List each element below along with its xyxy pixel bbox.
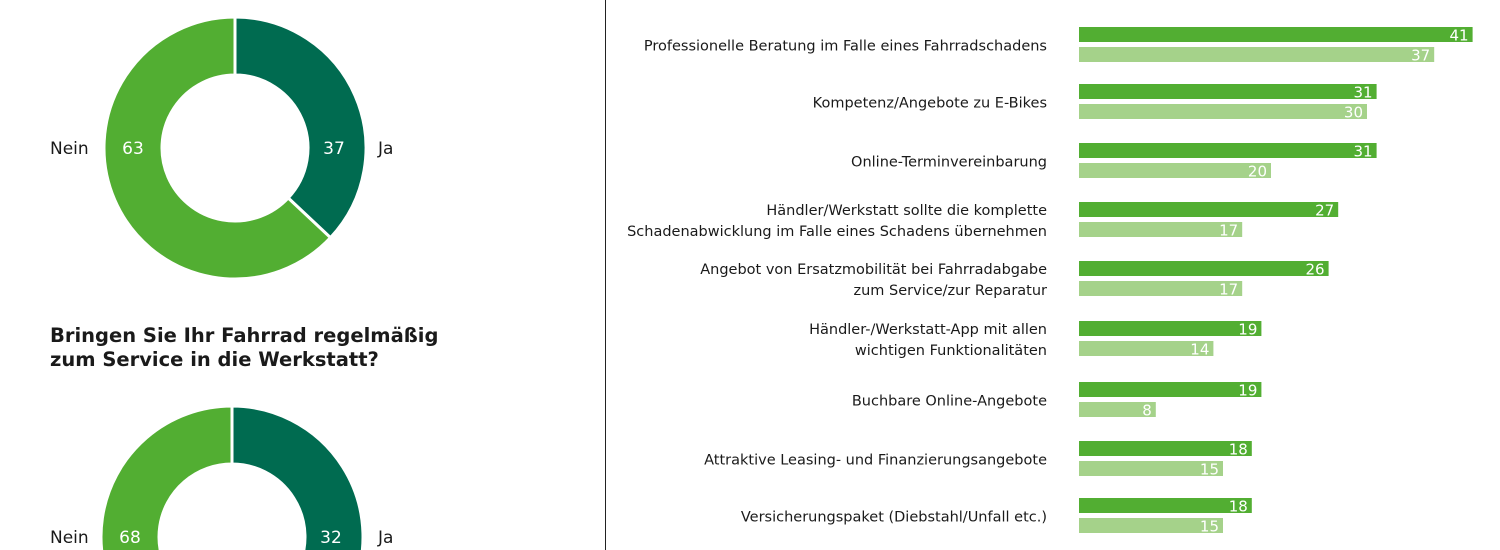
donut-1-value-label-nein: 63 bbox=[122, 139, 144, 159]
bar-5-series-1 bbox=[1079, 261, 1329, 276]
bar-4-series-2 bbox=[1079, 222, 1242, 237]
bar-1-series-1 bbox=[1079, 27, 1473, 42]
donut-chart-2 bbox=[0, 380, 605, 550]
left-panel bbox=[0, 0, 605, 550]
category-label-5-line-2: zum Service/zur Reparatur bbox=[853, 283, 1047, 299]
donut-chart-1 bbox=[0, 0, 605, 320]
category-label-2-line-1: Kompetenz/Angebote zu E-Bikes bbox=[812, 95, 1047, 112]
bar-3-series-1 bbox=[1079, 143, 1377, 158]
bar-value-label-3-series-2: 20 bbox=[1247, 162, 1267, 181]
right-panel bbox=[606, 0, 1500, 550]
donut-2-value-label-nein: 68 bbox=[119, 528, 141, 548]
bar-value-label-4-series-1: 27 bbox=[1315, 201, 1335, 220]
bar-value-label-2-series-2: 30 bbox=[1343, 103, 1363, 122]
bar-5-series-2 bbox=[1079, 281, 1242, 296]
category-label-4-line-2: Schadenabwicklung im Falle eines Schadens übernehmen bbox=[627, 224, 1047, 240]
donut-chart-2-title bbox=[50, 324, 470, 372]
donut-1-category-label-ja: Ja bbox=[378, 139, 394, 159]
category-label-6-line-2: wichtigen Funktionalitäten bbox=[854, 343, 1047, 359]
bar-9-series-1 bbox=[1079, 498, 1252, 513]
bar-value-label-1-series-2: 37 bbox=[1411, 46, 1431, 65]
bar-2-series-2 bbox=[1079, 104, 1367, 119]
bar-value-label-8-series-2: 15 bbox=[1199, 460, 1219, 479]
bar-value-label-2-series-1: 31 bbox=[1353, 83, 1373, 102]
donut-2-slice-ja bbox=[232, 406, 363, 550]
bar-value-label-9-series-1: 18 bbox=[1228, 497, 1248, 516]
bar-value-label-7-series-2: 8 bbox=[1142, 401, 1152, 420]
category-label-1-line-1: Professionelle Beratung im Falle eines Fahrradschadens bbox=[643, 38, 1047, 55]
bar-1-series-2 bbox=[1079, 47, 1434, 62]
donut-2-category-label-ja: Ja bbox=[378, 528, 394, 548]
category-label-6-line-1: Händler-/Werkstatt-App mit allen bbox=[809, 322, 1047, 338]
donut-2-category-label-nein: Nein bbox=[50, 528, 89, 548]
donut-1-slice-ja bbox=[235, 17, 366, 238]
donut-2-value-label-ja: 32 bbox=[320, 528, 342, 548]
bar-value-label-5-series-2: 17 bbox=[1219, 280, 1239, 299]
bar-3-series-2 bbox=[1079, 163, 1271, 178]
category-label-7-line-1: Buchbare Online-Angebote bbox=[851, 393, 1047, 410]
bar-value-label-9-series-2: 15 bbox=[1199, 517, 1219, 536]
category-label-8-line-1: Attraktive Leasing- und Finanzierungsangebote bbox=[704, 452, 1047, 469]
bar-value-label-8-series-1: 18 bbox=[1228, 440, 1248, 459]
bar-value-label-1-series-1: 41 bbox=[1449, 26, 1469, 45]
bar-value-label-7-series-1: 19 bbox=[1238, 381, 1258, 400]
bar-chart bbox=[606, 0, 1500, 550]
bar-value-label-6-series-2: 14 bbox=[1190, 340, 1210, 359]
bar-value-label-4-series-2: 17 bbox=[1219, 221, 1239, 240]
category-label-3-line-1: Online-Terminvereinbarung bbox=[851, 154, 1047, 171]
category-label-4-line-1: Händler/Werkstatt sollte die komplette bbox=[766, 203, 1047, 219]
bar-2-series-1 bbox=[1079, 84, 1377, 99]
category-label-9-line-1: Versicherungspaket (Diebstahl/Unfall etc.) bbox=[740, 509, 1047, 526]
category-label-5-line-1: Angebot von Ersatzmobilität bei Fahrradabgabe bbox=[700, 262, 1047, 278]
donut-chart-2-title-line-2: zum Service in die Werkstatt? bbox=[50, 348, 379, 371]
bar-value-label-3-series-1: 31 bbox=[1353, 142, 1373, 161]
bar-value-label-6-series-1: 19 bbox=[1238, 320, 1258, 339]
bar-8-series-1 bbox=[1079, 441, 1252, 456]
donut-1-category-label-nein: Nein bbox=[50, 139, 89, 159]
donut-1-value-label-ja: 37 bbox=[323, 139, 345, 159]
bar-7-series-1 bbox=[1079, 382, 1261, 397]
bar-value-label-5-series-1: 26 bbox=[1305, 260, 1325, 279]
donut-chart-2-title-line-1: Bringen Sie Ihr Fahrrad regelmäßig bbox=[50, 324, 439, 347]
bar-6-series-1 bbox=[1079, 321, 1261, 336]
bar-4-series-1 bbox=[1079, 202, 1338, 217]
